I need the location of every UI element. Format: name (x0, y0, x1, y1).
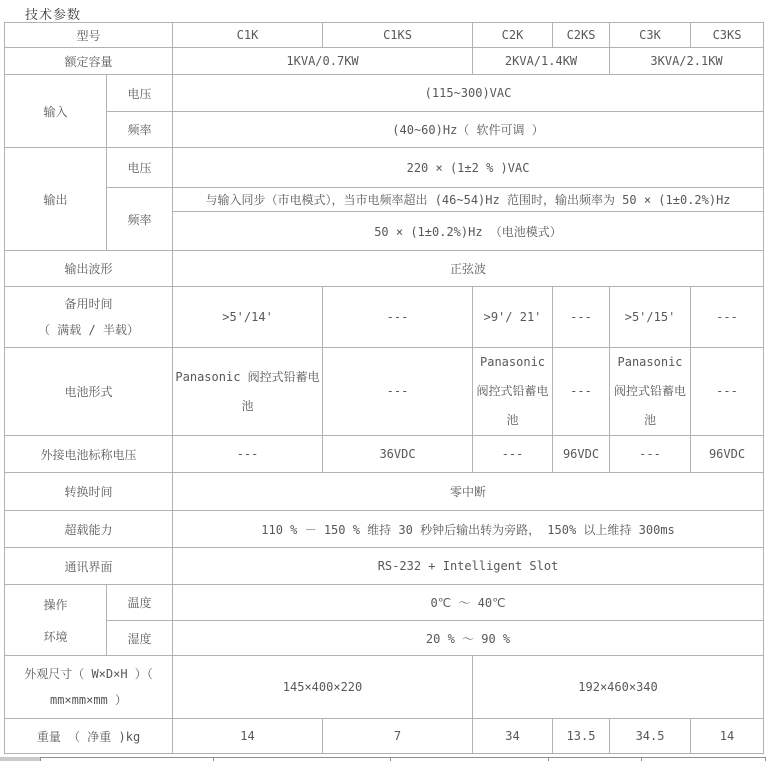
cell-battery-c1ks: --- (323, 348, 473, 436)
cell-battery-c3k: Panasonic 阀控式铅蓄电池 (610, 348, 691, 436)
row-waveform (5, 251, 764, 287)
row-overload (5, 511, 764, 548)
row-label-model: 型号 (5, 23, 173, 48)
row-comm-interface (5, 548, 764, 585)
cell-weight-c3k: 34.5 (610, 719, 691, 754)
row-backup-time (5, 287, 764, 348)
cell-weight-c2k: 34 (473, 719, 553, 754)
row-dimensions (5, 656, 764, 719)
partial-row-cell (213, 757, 391, 761)
cell-backup-c1k: >5'/14' (173, 287, 323, 348)
cell-extbatt-c2ks: 96VDC (553, 436, 610, 473)
row-input-voltage (5, 75, 764, 112)
row-label-input-voltage: 电压 (107, 75, 173, 112)
cell-extbatt-c3k: --- (610, 436, 691, 473)
cell-extbatt-c2k: --- (473, 436, 553, 473)
partial-row-cell (40, 757, 214, 761)
cell-dimensions-compact: 145×400×220 (173, 656, 473, 719)
row-label-weight: 重量 （ 净重 )kg (5, 719, 173, 754)
row-label-capacity: 额定容量 (5, 48, 173, 75)
row-label-dimensions (5, 656, 173, 719)
backup-label-line1: 备用时间 (64, 297, 113, 311)
row-label-environment (5, 585, 107, 656)
row-transfer-time (5, 473, 764, 511)
cell-model-c1k: C1K (173, 23, 323, 48)
cell-input-frequency: (40~60)Hz（ 软件可调 ） (173, 112, 764, 148)
cell-input-voltage: (115~300)VAC (173, 75, 764, 112)
cell-backup-c3k: >5'/15' (610, 287, 691, 348)
cell-model-c1ks: C1KS (323, 23, 473, 48)
row-model (5, 23, 764, 48)
row-capacity (5, 48, 764, 75)
row-output-voltage (5, 148, 764, 188)
row-label-output-voltage: 电压 (107, 148, 173, 188)
cell-backup-c2ks: --- (553, 287, 610, 348)
cell-output-frequency-mains: 与输入同步（市电模式），当市电频率超出 (46~54)Hz 范围时，输出频率为 50 × (1±0.2%)Hz (173, 188, 764, 212)
row-ext-battery-voltage (5, 436, 764, 473)
next-table-partial-row (0, 756, 767, 761)
cell-waveform: 正弦波 (173, 251, 764, 287)
cell-model-c3ks: C3KS (691, 23, 764, 48)
cell-backup-c2k: >9'/ 21' (473, 287, 553, 348)
row-label-input: 输入 (5, 75, 107, 148)
cell-battery-c2k: Panasonic 阀控式铅蓄电池 (473, 348, 553, 436)
partial-row-gray-cell (0, 757, 40, 761)
row-label-comm-interface: 通讯界面 (5, 548, 173, 585)
cell-backup-c1ks: --- (323, 287, 473, 348)
cell-extbatt-c1k: --- (173, 436, 323, 473)
cell-battery-c1k: Panasonic 阀控式铅蓄电池 (173, 348, 323, 436)
cell-humidity: 20 % ～ 90 % (173, 621, 764, 656)
cell-battery-c3ks: --- (691, 348, 764, 436)
row-weight (5, 719, 764, 754)
row-label-input-frequency: 频率 (107, 112, 173, 148)
dimensions-label-line2: mm×mm×mm ） (49, 693, 128, 707)
row-output-frequency-mains (5, 188, 764, 212)
backup-label-line2: （ 满载 / 半载） (38, 323, 139, 337)
cell-weight-c2ks: 13.5 (553, 719, 610, 754)
row-label-ext-battery-voltage: 外接电池标称电压 (5, 436, 173, 473)
cell-model-c3k: C3K (610, 23, 691, 48)
row-label-overload: 超载能力 (5, 511, 173, 548)
cell-capacity-1k: 1KVA/0.7KW (173, 48, 473, 75)
row-humidity (5, 621, 764, 656)
row-label-output-frequency: 频率 (107, 188, 173, 251)
row-label-backup-time (5, 287, 173, 348)
cell-backup-c3ks: --- (691, 287, 764, 348)
cell-model-c2k: C2K (473, 23, 553, 48)
cell-weight-c1ks: 7 (323, 719, 473, 754)
row-label-transfer-time: 转换时间 (5, 473, 173, 511)
dimensions-label-line1: 外观尺寸（ W×D×H ）（ (24, 667, 153, 681)
row-label-output: 输出 (5, 148, 107, 251)
cell-temperature: 0℃ ～ 40℃ (173, 585, 764, 621)
cell-weight-c3ks: 14 (691, 719, 764, 754)
row-label-battery-type: 电池形式 (5, 348, 173, 436)
environment-label-line1: 操作 (43, 597, 68, 612)
spec-table (4, 22, 764, 754)
cell-output-voltage: 220 × (1±2 % )VAC (173, 148, 764, 188)
row-input-frequency (5, 112, 764, 148)
row-label-waveform: 输出波形 (5, 251, 173, 287)
partial-row-cell (390, 757, 549, 761)
cell-dimensions-tower: 192×460×340 (473, 656, 764, 719)
page-title: 技术参数 (25, 8, 82, 23)
cell-battery-c2ks: --- (553, 348, 610, 436)
cell-weight-c1k: 14 (173, 719, 323, 754)
partial-row-cell (548, 757, 642, 761)
cell-overload: 110 % － 150 % 维持 30 秒钟后输出转为旁路， 150% 以上维持 300ms (173, 511, 764, 548)
cell-model-c2ks: C2KS (553, 23, 610, 48)
row-label-humidity: 湿度 (107, 621, 173, 656)
cell-capacity-3k: 3KVA/2.1KW (610, 48, 764, 75)
cell-extbatt-c3ks: 96VDC (691, 436, 764, 473)
cell-extbatt-c1ks: 36VDC (323, 436, 473, 473)
cell-capacity-2k: 2KVA/1.4KW (473, 48, 610, 75)
row-temperature (5, 585, 764, 621)
cell-transfer-time: 零中断 (173, 473, 764, 511)
cell-output-frequency-battery: 50 × (1±0.2%)Hz （电池模式） (173, 212, 764, 251)
row-battery-type (5, 348, 764, 436)
row-label-temperature: 温度 (107, 585, 173, 621)
cell-comm-interface: RS-232 + Intelligent Slot (173, 548, 764, 585)
environment-label-line2: 环境 (43, 629, 68, 644)
partial-row-cell (641, 757, 766, 761)
